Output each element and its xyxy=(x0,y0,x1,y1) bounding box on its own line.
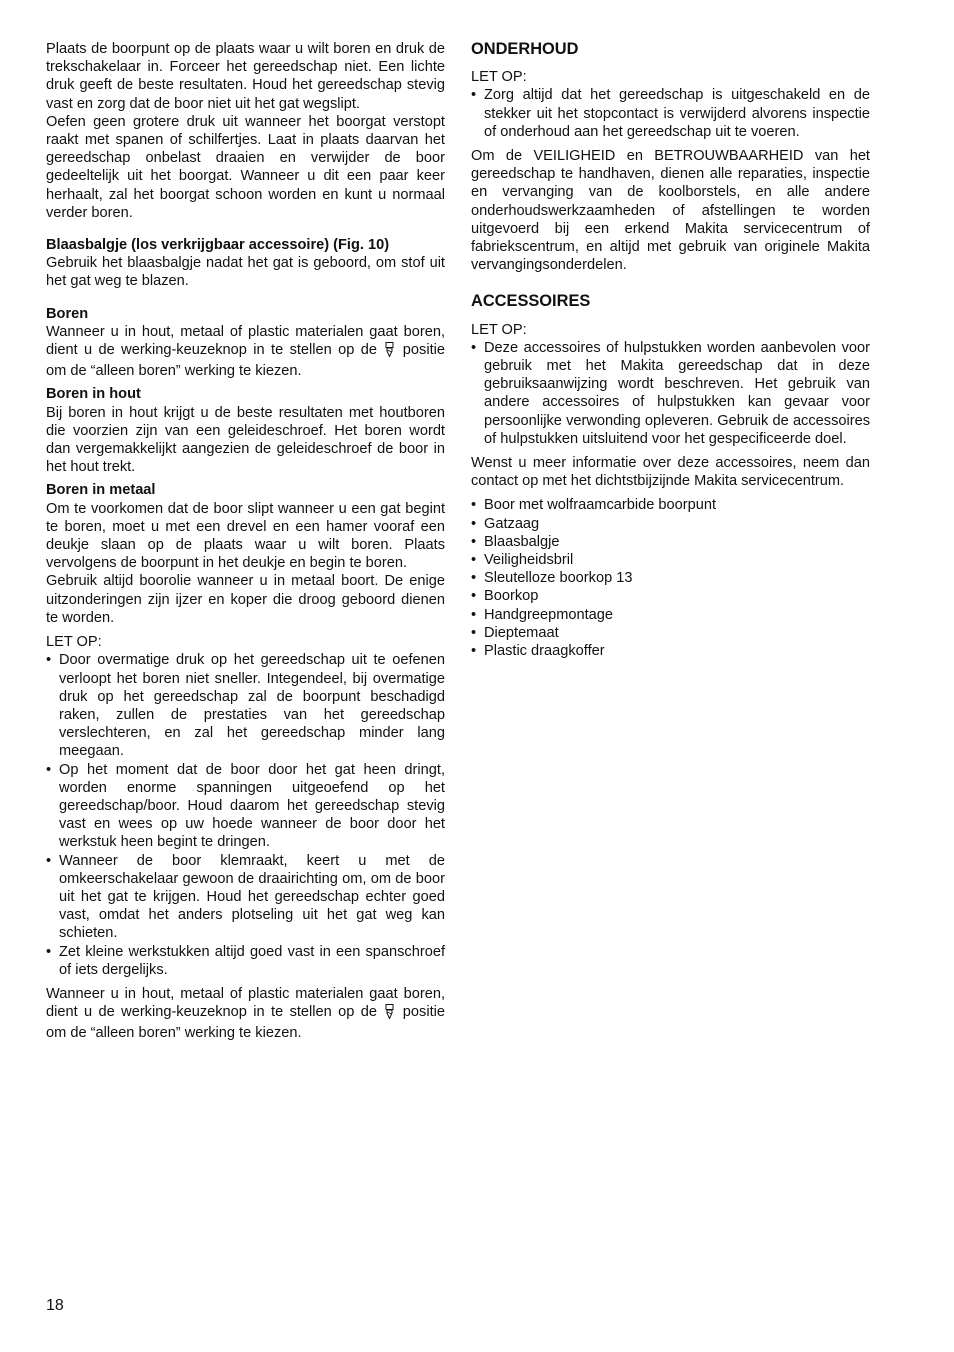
blower-heading: Blaasbalgje (los verkrijgbaar accessoire) (Fig. 10) xyxy=(46,237,390,254)
intro-paragraph-1: Plaats de boorpunt op de plaats waar u wilt boren en druk de trekschakelaar in. Forceer het gereedschap niet. Een lichte druk geeft de beste resultaten. Houd het gereedschap stevig vast en zorg dat de boor niet uit het gat wegslipt. xyxy=(46,41,445,112)
accessoires-heading: ACCESSOIRES xyxy=(471,292,591,311)
blower-text: Gebruik het blaasbalgje nadat het gat is geboord, om stof uit het gat weg te blazen. xyxy=(46,255,445,290)
list-item: • Boor met wolfraamcarbide boorpunt xyxy=(471,496,870,514)
list-item: • Plastic draagkoffer xyxy=(471,642,870,660)
let-op-label: LET OP: xyxy=(46,634,102,651)
accessoires-items xyxy=(471,496,870,660)
list-item: • Deze accessoires of hulpstukken worden aanbevolen voor gebruik met het Makita gereedschap dat in deze gebruiksaanwijzing wordt beschreven. Het gebruik van andere accessoires of hulpstukken kan gevaar voor persoonlijke verwonding opleveren. Gebruik de accessoires of hulpstukken uitsluitend voor het gespecificeerde doel. xyxy=(471,339,870,448)
drill-mode-icon xyxy=(385,1004,394,1024)
accessoires-caution-list xyxy=(471,339,870,448)
final-text-a: Wanneer u in hout, metaal of plastic materialen gaat boren, dient u de werking-keuzeknop in te stellen op de xyxy=(46,985,445,1021)
boren-text xyxy=(46,323,445,381)
boren-heading: Boren xyxy=(46,305,89,322)
boren-text-a: Wanneer u in hout, metaal of plastic materialen gaat boren, dient u de werking-keuzeknop in te stellen op de xyxy=(46,323,445,359)
list-item: • Blaasbalgje xyxy=(471,533,870,551)
list-item: • Zorg altijd dat het gereedschap is uitgeschakeld en de stekker uit het stopcontact is verwijderd alvorens inspectie of onderhoud aan het gereedschap uit te voeren. xyxy=(471,86,870,141)
onderhoud-list xyxy=(471,86,870,141)
boren-text-b: positie om de “alleen boren” werking te kiezen. xyxy=(46,342,445,380)
right-column xyxy=(471,40,870,660)
left-column xyxy=(46,40,445,1043)
list-item: • Door overmatige druk op het gereedschap uit te oefenen verloopt het boren niet sneller. Integendeel, bij overmatige druk op het gereedschap zal de boorpunt beschadigd raken, zullen de prestaties van het gereedschap verslechteren, en zal het gereedschap minder lang meegaan. xyxy=(46,651,445,760)
drill-mode-icon xyxy=(385,342,394,362)
metaal-heading: Boren in metaal xyxy=(46,482,156,499)
list-item: • Zet kleine werkstukken altijd goed vast in een spanschroef of iets dergelijks. xyxy=(46,943,445,979)
hout-text: Bij boren in hout krijgt u de beste resultaten met houtboren die voorzien zijn van een geleideschroef. Het boren wordt dan vergemakkelijkt aangezien de geleideschroef de boor in het hout trekt. xyxy=(46,404,445,476)
list-item: • Veiligheidsbril xyxy=(471,551,870,569)
metaal-text-1: Om te voorkomen dat de boor slipt wanneer u een gat begint te boren, moet u met een drevel en een hamer vooraf een deukje slaan op de plaats waar u wilt boren. Plaats vervolgens de boorpunt in het deukje en begin te boren. xyxy=(46,500,445,572)
list-item: • Wanneer de boor klemraakt, keert u met de omkeerschakelaar gewoon de draairichting om, om de boor uit het gat te krijgen. Houd het gereedschap echter goed vast, omdat het anders plotseling uit het gat weg kan schieten. xyxy=(46,852,445,943)
list-item: • Handgreepmontage xyxy=(471,606,870,624)
page-number: 18 xyxy=(46,1297,64,1314)
list-item: • Op het moment dat de boor door het gat heen dringt, worden enorme spanningen uitgeoefend op het gereedschap/boor. Houd daarom het gereedschap stevig vast en wees op uw hoede wanneer de boor door het werkstuk heen begint te dringen. xyxy=(46,761,445,852)
list-item: • Gatzaag xyxy=(471,515,870,533)
hout-heading: Boren in hout xyxy=(46,386,141,403)
accessoires-let-op: LET OP: xyxy=(471,321,527,338)
onderhoud-text: Om de VEILIGHEID en BETROUWBAARHEID van het gereedschap te handhaven, dienen alle reparaties, inspectie en vervanging van de koolborstels, en alle andere onderhoudswerkzaamheden of afstellingen te worden uitgevoerd bij een erkend Makita servicecentrum of fabriekscentrum, en altijd met gebruik van originele Makita vervangingsonderdelen. xyxy=(471,148,870,274)
onderhoud-heading: ONDERHOUD xyxy=(471,40,579,58)
accessoires-text: Wenst u meer informatie over deze accessoires, neem dan contact op met het dichtstbijzijnde Makita servicecentrum. xyxy=(471,455,870,490)
list-item: • Dieptemaat xyxy=(471,624,870,642)
list-item: • Sleutelloze boorkop 13 xyxy=(471,569,870,587)
caution-list xyxy=(46,651,445,979)
metaal-text-2: Gebruik altijd boorolie wanneer u in metaal boort. De enige uitzonderingen zijn ijzer en koper die droog geboord dienen te worden. xyxy=(46,573,445,626)
final-text xyxy=(46,985,445,1043)
list-item: • Boorkop xyxy=(471,587,870,605)
final-text-b: positie om de “alleen boren” werking te kiezen. xyxy=(46,1004,445,1042)
intro-paragraph-2: Oefen geen grotere druk uit wanneer het boorgat verstopt raakt met spanen of schilfertjes. Laat in plaats daarvan het gereedschap onbelast draaien en verwijder de boor gedeeltelijk uit het boorgat. Wanneer u dit een paar keer herhaalt, zal het boorgat schoon worden en kunt u normaal verder boren. xyxy=(46,113,445,221)
onderhoud-let-op: LET OP: xyxy=(471,69,527,86)
